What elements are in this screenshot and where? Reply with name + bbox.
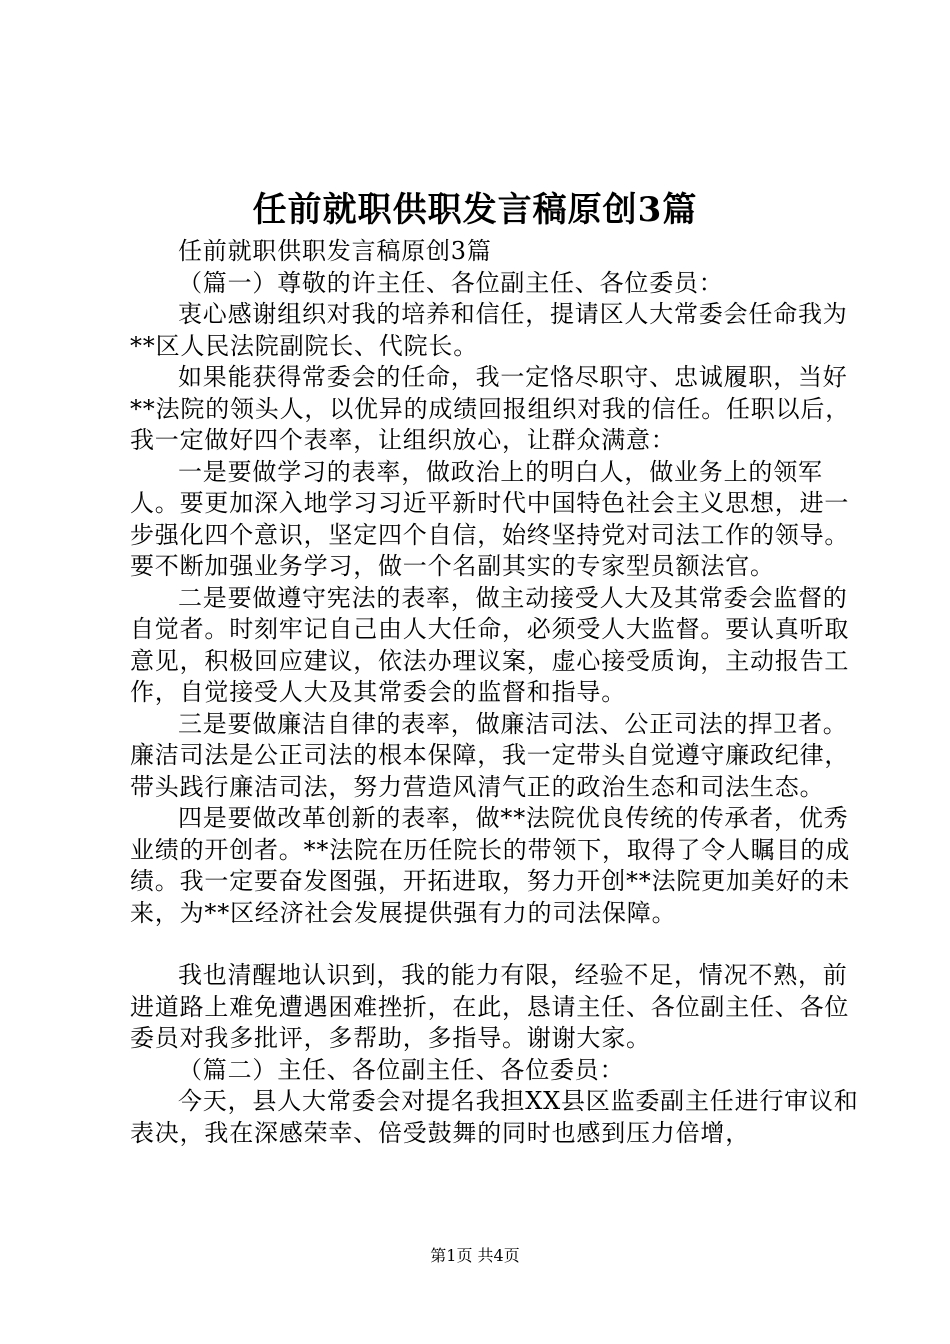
salutation-paragraph-2: （篇二）主任、各位副主任、各位委员：	[178, 1055, 625, 1084]
document-body	[130, 236, 860, 1149]
salutation-paragraph-1: （篇一）尊敬的许主任、各位副主任、各位委员：	[178, 268, 724, 297]
subtitle-paragraph: 任前就职供职发言稿原创3篇	[178, 237, 492, 265]
body-paragraph: 二是要做遵守宪法的表率，做主动接受人大及其常委会监督的自觉者。时刻牢记自己由人大任命，必须受人大监督。要认真听取意见，积极回应建议，依法办理议案，虚心接受质询，主动报告工作，自觉接受人大及其常委会的监督和指导。	[130, 583, 850, 706]
body-paragraph: 四是要做改革创新的表率，做**法院优良传统的传承者，优秀业绩的开创者。**法院在历任院长的带领下，取得了令人瞩目的成绩。我一定要奋发图强，开拓进取，努力开创**法院更加美好的未来，为**区经济社会发展提供强有力的司法保障。	[130, 804, 850, 927]
document-title: 任前就职供职发言稿原创3篇	[252, 190, 698, 230]
body-paragraph: 如果能获得常委会的任命，我一定恪尽职守、忠诚履职，当好**法院的领头人，以优异的成绩回报组织对我的信任。任职以后，我一定做好四个表率，让组织放心，让群众满意：	[130, 363, 850, 454]
body-paragraph: 我也清醒地认识到，我的能力有限，经验不足，情况不熟，前进道路上难免遭遇困难挫折，在此，恳请主任、各位副主任、各位委员对我多批评，多帮助，多指导。谢谢大家。	[130, 961, 850, 1052]
body-paragraph: 衷心感谢组织对我的培养和信任，提请区人大常委会任命我为**区人民法院副院长、代院长。	[130, 300, 848, 360]
page-number-footer: 第1页 共4页	[430, 1246, 520, 1265]
body-paragraph: 一是要做学习的表率，做政治上的明白人，做业务上的领军人。要更加深入地学习习近平新时代中国特色社会主义思想，进一步强化四个意识，坚定四个自信，始终坚持党对司法工作的领导。要不断加强业务学习，做一个名副其实的专家型员额法官。	[130, 457, 850, 580]
body-paragraph: 三是要做廉洁自律的表率，做廉洁司法、公正司法的捍卫者。廉洁司法是公正司法的根本保障，我一定带头自觉遵守廉政纪律，带头践行廉洁司法，努力营造风清气正的政治生态和司法生态。	[130, 709, 850, 801]
body-paragraph: 今天，县人大常委会对提名我担XX县区监委副主任进行审议和表决，我在深感荣幸、倍受鼓舞的同时也感到压力倍增，	[130, 1087, 859, 1147]
